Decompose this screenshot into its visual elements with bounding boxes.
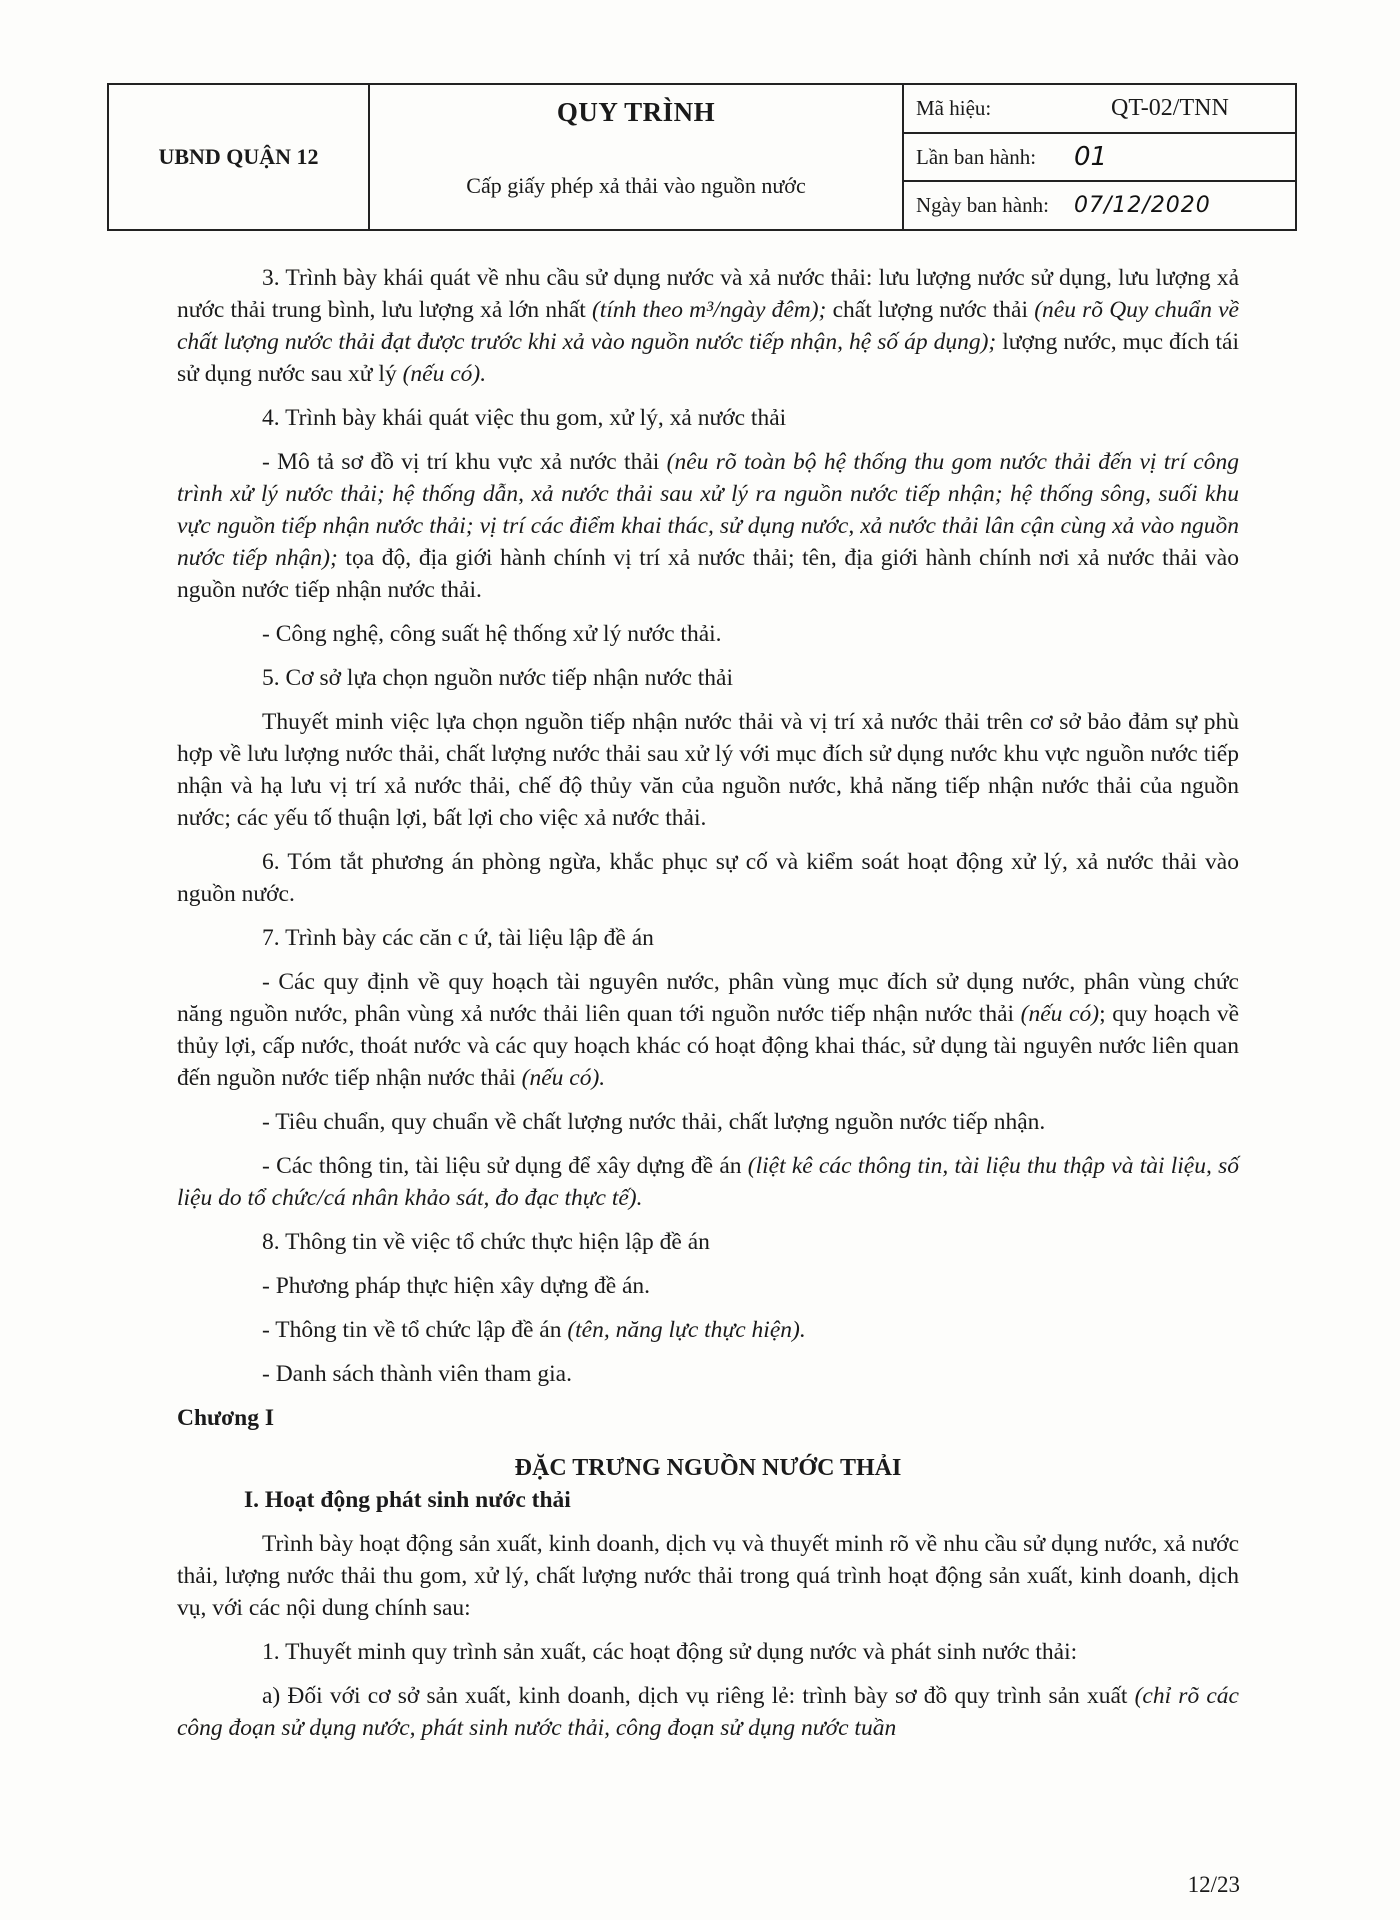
paragraph-7b: - Tiêu chuẩn, quy chuẩn về chất lượng nước thải, chất lượng nguồn nước tiếp nhận.	[262, 1109, 1046, 1135]
section-paragraph-1: Trình bày hoạt động sản xuất, kinh doanh, dịch vụ và thuyết minh rõ về nhu cầu sử dụng nước, xả nước thải, lượng nước thải thu gom, xử lý, chất lượng nước thải trong quá trình hoạt động sản xuất, kinh doanh, dịch vụ, với các nội dung chính sau:	[177, 1531, 1239, 1621]
paragraph-7: 7. Trình bày các căn c ứ, tài liệu lập đề án	[262, 925, 654, 951]
paragraph-7c: - Các thông tin, tài liệu sử dụng để xây dựng đề án (liệt kê các thông tin, tài liệu thu thập và tài liệu, số liệu do tổ chức/cá nhân khảo sát, đo đạc thực tế).	[177, 1153, 1239, 1211]
section-paragraph-2: 1. Thuyết minh quy trình sản xuất, các hoạt động sử dụng nước và phát sinh nước thải:	[262, 1639, 1078, 1665]
chapter-title: ĐẶC TRƯNG NGUỒN NƯỚC THẢI	[514, 1455, 902, 1481]
paragraph-6: 6. Tóm tắt phương án phòng ngừa, khắc phục sự cố và kiểm soát hoạt động xử lý, xả nước thải vào nguồn nước.	[177, 849, 1239, 907]
date-row	[904, 182, 1295, 229]
paragraph-8b: - Thông tin về tổ chức lập đề án (tên, năng lực thực hiện).	[262, 1317, 806, 1343]
title-cell	[370, 85, 904, 229]
chapter-label: Chương I	[177, 1405, 274, 1431]
section-title: I. Hoạt động phát sinh nước thải	[244, 1487, 571, 1513]
paragraph-4a: - Mô tả sơ đồ vị trí khu vực xả nước thải (nêu rõ toàn bộ hệ thống thu gom nước thải đến vị trí công trình xử lý nước thải; hệ thống dẫn, xả nước thải sau xử lý ra nguồn nước tiếp nhận; hệ thống sông, suối khu vực nguồn tiếp nhận nước thải; vị trí các điểm khai thác, sử dụng nước, xả nước thải lân cận cùng xả vào nguồn nước tiếp nhận); tọa độ, địa giới hành chính vị trí xả nước thải; tên, địa giới hành chính nơi xả nước thải vào nguồn nước tiếp nhận nước thải.	[177, 449, 1239, 603]
code-row	[904, 85, 1295, 134]
meta-cell	[904, 85, 1295, 229]
paragraph-4b: - Công nghệ, công suất hệ thống xử lý nước thải.	[262, 621, 722, 647]
code-label: Mã hiệu:	[916, 95, 992, 120]
paragraph-5a: Thuyết minh việc lựa chọn nguồn tiếp nhận nước thải và vị trí xả nước thải trên cơ sở bảo đảm sự phù hợp về lưu lượng nước thải, chất lượng nước thải sau xử lý với mục đích sử dụng nước khu vực nguồn nước tiếp nhận và hạ lưu vị trí xả nước thải, chế độ thủy văn của nguồn nước, khả năng tiếp nhận nước thải của nguồn nước; các yếu tố thuận lợi, bất lợi cho việc xả nước thải.	[177, 709, 1239, 831]
date-value: 07/12/2020	[1074, 193, 1211, 219]
paragraph-8: 8. Thông tin về việc tổ chức thực hiện lập đề án	[262, 1229, 710, 1255]
issue-row	[904, 134, 1295, 183]
document-body	[177, 262, 1239, 1756]
paragraph-7a: - Các quy định về quy hoạch tài nguyên nước, phân vùng mục đích sử dụng nước, phân vùng chức năng nguồn nước, phân vùng xả nước thải liên quan tới nguồn nước tiếp nhận nước thải (nếu có); quy hoạch về thủy lợi, cấp nước, thoát nước và các quy hoạch khác có hoạt động khai thác, sử dụng tài nguyên nước liên quan đến nguồn nước tiếp nhận nước thải (nếu có).	[177, 969, 1239, 1091]
date-label: Ngày ban hành:	[916, 193, 1049, 218]
issue-value: 01	[1074, 142, 1108, 172]
page-number: 12/23	[1187, 1872, 1240, 1897]
paragraph-4: 4. Trình bày khái quát việc thu gom, xử lý, xả nước thải	[262, 405, 787, 431]
org-name: UBND QUẬN 12	[109, 85, 370, 229]
document-header	[107, 83, 1297, 231]
paragraph-3: 3. Trình bày khái quát về nhu cầu sử dụng nước và xả nước thải: lưu lượng nước sử dụng, lưu lượng xả nước thải trung bình, lưu lượng xả lớn nhất (tính theo m³/ngày đêm); chất lượng nước thải (nêu rõ Quy chuẩn về chất lượng nước thải đạt được trước khi xả vào nguồn nước tiếp nhận, hệ số áp dụng); lượng nước, mục đích tái sử dụng nước sau xử lý (nếu có).	[177, 265, 1239, 387]
paragraph-8a: - Phương pháp thực hiện xây dựng đề án.	[262, 1273, 651, 1299]
paragraph-8c: - Danh sách thành viên tham gia.	[262, 1361, 572, 1387]
issue-label: Lần ban hành:	[916, 144, 1037, 169]
section-paragraph-3: a) Đối với cơ sở sản xuất, kinh doanh, dịch vụ riêng lẻ: trình bày sơ đồ quy trình sản xuất (chỉ rõ các công đoạn sử dụng nước, phát sinh nước thải, công đoạn sử dụng nước tuần	[177, 1683, 1239, 1741]
document-title: QUY TRÌNH	[556, 97, 716, 127]
code-value: QT-02/TNN	[1111, 94, 1229, 121]
paragraph-5: 5. Cơ sở lựa chọn nguồn nước tiếp nhận nước thải	[262, 665, 734, 691]
document-subtitle: Cấp giấy phép xả thải vào nguồn nước	[466, 173, 806, 198]
